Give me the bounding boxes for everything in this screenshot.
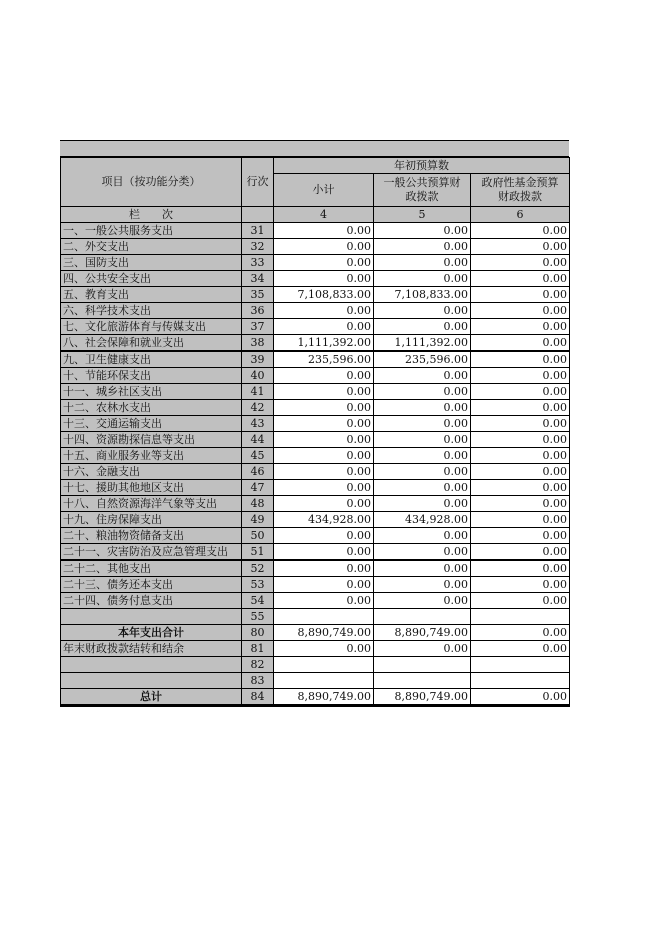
table-row <box>61 689 570 706</box>
table-row <box>61 464 570 480</box>
row-item-name: 六、科学技术支出 <box>61 303 242 319</box>
cell-general-budget: 0.00 <box>374 319 471 335</box>
cell-subtotal: 434,928.00 <box>274 512 374 528</box>
row-line-number: 38 <box>242 335 274 352</box>
cell-fund-budget <box>471 673 570 689</box>
cell-general-budget <box>374 609 471 625</box>
cell-fund-budget: 0.00 <box>471 384 570 400</box>
cell-subtotal: 1,111,392.00 <box>274 335 374 352</box>
cell-subtotal: 8,890,749.00 <box>274 625 374 641</box>
row-line-number: 51 <box>242 544 274 561</box>
cell-subtotal: 0.00 <box>274 400 374 416</box>
cell-general-budget: 0.00 <box>374 239 471 255</box>
row-line-number: 34 <box>242 271 274 287</box>
row-line-number: 39 <box>242 351 274 368</box>
row-line-number: 83 <box>242 673 274 689</box>
cell-fund-budget: 0.00 <box>471 625 570 641</box>
row-line-number: 37 <box>242 319 274 335</box>
cell-subtotal: 8,890,749.00 <box>274 689 374 706</box>
table-row <box>61 384 570 400</box>
expenditure-table <box>60 157 570 707</box>
row-line-number: 54 <box>242 593 274 609</box>
table-row <box>61 432 570 448</box>
header-fund-budget: 政府性基金预算 财政拨款 <box>471 174 570 207</box>
cell-general-budget: 0.00 <box>374 641 471 657</box>
header-item: 项目（按功能分类） <box>61 158 242 207</box>
row-line-number: 48 <box>242 496 274 512</box>
cell-general-budget: 0.00 <box>374 480 471 496</box>
cell-subtotal: 0.00 <box>274 303 374 319</box>
row-line-number: 50 <box>242 528 274 544</box>
cell-general-budget: 0.00 <box>374 255 471 271</box>
row-line-number: 35 <box>242 287 274 303</box>
row-item-name: 八、社会保障和就业支出 <box>61 335 242 352</box>
row-line-number: 36 <box>242 303 274 319</box>
cell-subtotal: 0.00 <box>274 448 374 464</box>
cell-fund-budget: 0.00 <box>471 416 570 432</box>
table-row <box>61 239 570 255</box>
row-line-number: 32 <box>242 239 274 255</box>
row-line-number: 40 <box>242 368 274 384</box>
cell-fund-budget: 0.00 <box>471 239 570 255</box>
row-item-name: 十九、住房保障支出 <box>61 512 242 528</box>
row-line-number: 31 <box>242 223 274 239</box>
row-line-number: 49 <box>242 512 274 528</box>
cell-fund-budget: 0.00 <box>471 448 570 464</box>
row-item-name: 二十四、债务付息支出 <box>61 593 242 609</box>
table-row <box>61 512 570 528</box>
table-row <box>61 335 570 352</box>
row-item-name: 十五、商业服务业等支出 <box>61 448 242 464</box>
column-number-5: 5 <box>374 207 471 223</box>
row-item-name: 五、教育支出 <box>61 287 242 303</box>
cell-general-budget: 0.00 <box>374 271 471 287</box>
cell-subtotal: 0.00 <box>274 641 374 657</box>
row-line-number: 43 <box>242 416 274 432</box>
table-row <box>61 593 570 609</box>
header-line: 行次 <box>242 158 274 207</box>
row-item-name: 年末财政拨款结转和结余 <box>61 641 242 657</box>
table-row <box>61 303 570 319</box>
cell-subtotal: 0.00 <box>274 496 374 512</box>
column-number-6: 6 <box>471 207 570 223</box>
row-item-name: 本年支出合计 <box>61 625 242 641</box>
cell-subtotal: 0.00 <box>274 271 374 287</box>
cell-general-budget: 0.00 <box>374 496 471 512</box>
row-item-name: 二十二、其他支出 <box>61 560 242 577</box>
cell-general-budget: 0.00 <box>374 577 471 593</box>
row-item-name: 十二、农林水支出 <box>61 400 242 416</box>
cell-subtotal <box>274 657 374 673</box>
row-item-name <box>61 657 242 673</box>
cell-general-budget: 0.00 <box>374 400 471 416</box>
row-item-name: 九、卫生健康支出 <box>61 351 242 368</box>
table-row <box>61 400 570 416</box>
cell-subtotal: 235,596.00 <box>274 351 374 368</box>
cell-subtotal: 0.00 <box>274 255 374 271</box>
cell-subtotal: 0.00 <box>274 384 374 400</box>
cell-subtotal: 0.00 <box>274 464 374 480</box>
cell-fund-budget: 0.00 <box>471 255 570 271</box>
cell-general-budget: 0.00 <box>374 448 471 464</box>
row-item-name: 十一、城乡社区支出 <box>61 384 242 400</box>
cell-general-budget: 235,596.00 <box>374 351 471 368</box>
cell-general-budget: 0.00 <box>374 368 471 384</box>
table-row <box>61 544 570 561</box>
cell-fund-budget: 0.00 <box>471 593 570 609</box>
cell-subtotal: 0.00 <box>274 319 374 335</box>
cell-subtotal: 0.00 <box>274 416 374 432</box>
row-item-name: 三、国防支出 <box>61 255 242 271</box>
cell-subtotal: 0.00 <box>274 432 374 448</box>
cell-general-budget: 0.00 <box>374 544 471 561</box>
row-item-name <box>61 673 242 689</box>
cell-fund-budget: 0.00 <box>471 496 570 512</box>
row-line-number: 46 <box>242 464 274 480</box>
table-row <box>61 577 570 593</box>
cell-general-budget: 0.00 <box>374 528 471 544</box>
table-row <box>61 609 570 625</box>
row-item-name: 十、节能环保支出 <box>61 368 242 384</box>
cell-fund-budget <box>471 657 570 673</box>
table-row <box>61 560 570 577</box>
row-line-number: 47 <box>242 480 274 496</box>
cell-fund-budget: 0.00 <box>471 560 570 577</box>
column-number-4: 4 <box>274 207 374 223</box>
row-item-name: 一、一般公共服务支出 <box>61 223 242 239</box>
cell-subtotal <box>274 609 374 625</box>
cell-general-budget: 0.00 <box>374 384 471 400</box>
cell-general-budget: 8,890,749.00 <box>374 625 471 641</box>
row-item-name: 二十一、灾害防治及应急管理支出 <box>61 544 242 561</box>
row-item-name: 二、外交支出 <box>61 239 242 255</box>
cell-general-budget: 0.00 <box>374 223 471 239</box>
row-item-name: 十三、交通运输支出 <box>61 416 242 432</box>
row-line-number: 53 <box>242 577 274 593</box>
cell-fund-budget: 0.00 <box>471 544 570 561</box>
title-band <box>60 140 569 157</box>
cell-fund-budget: 0.00 <box>471 319 570 335</box>
table-row <box>61 625 570 641</box>
cell-subtotal: 0.00 <box>274 480 374 496</box>
cell-fund-budget: 0.00 <box>471 480 570 496</box>
cell-general-budget: 434,928.00 <box>374 512 471 528</box>
row-item-name: 十八、自然资源海洋气象等支出 <box>61 496 242 512</box>
row-line-number: 41 <box>242 384 274 400</box>
row-line-number: 44 <box>242 432 274 448</box>
cell-fund-budget: 0.00 <box>471 223 570 239</box>
cell-general-budget: 7,108,833.00 <box>374 287 471 303</box>
cell-fund-budget: 0.00 <box>471 335 570 352</box>
row-item-name: 十四、资源勘探信息等支出 <box>61 432 242 448</box>
table-row <box>61 255 570 271</box>
cell-general-budget: 8,890,749.00 <box>374 689 471 706</box>
row-item-name <box>61 609 242 625</box>
cell-subtotal: 0.00 <box>274 593 374 609</box>
table-row <box>61 528 570 544</box>
cell-subtotal <box>274 673 374 689</box>
cell-fund-budget: 0.00 <box>471 271 570 287</box>
cell-fund-budget <box>471 609 570 625</box>
cell-subtotal: 0.00 <box>274 239 374 255</box>
column-row-line <box>242 207 274 223</box>
row-line-number: 84 <box>242 689 274 706</box>
cell-fund-budget: 0.00 <box>471 432 570 448</box>
row-item-name: 总计 <box>61 689 242 706</box>
cell-fund-budget: 0.00 <box>471 351 570 368</box>
cell-fund-budget: 0.00 <box>471 641 570 657</box>
row-line-number: 55 <box>242 609 274 625</box>
table-row <box>61 416 570 432</box>
cell-general-budget: 1,111,392.00 <box>374 335 471 352</box>
cell-general-budget <box>374 657 471 673</box>
cell-fund-budget: 0.00 <box>471 287 570 303</box>
cell-general-budget: 0.00 <box>374 432 471 448</box>
table-row <box>61 287 570 303</box>
table-row <box>61 657 570 673</box>
row-line-number: 80 <box>242 625 274 641</box>
cell-fund-budget: 0.00 <box>471 303 570 319</box>
header-subtotal: 小计 <box>274 174 374 207</box>
row-line-number: 45 <box>242 448 274 464</box>
table-row <box>61 271 570 287</box>
cell-subtotal: 0.00 <box>274 544 374 561</box>
cell-fund-budget: 0.00 <box>471 512 570 528</box>
row-item-name: 十七、援助其他地区支出 <box>61 480 242 496</box>
cell-fund-budget: 0.00 <box>471 400 570 416</box>
budget-expenditure-sheet <box>60 140 569 707</box>
cell-fund-budget: 0.00 <box>471 464 570 480</box>
table-row <box>61 223 570 239</box>
column-row-label: 栏 次 <box>61 207 242 223</box>
table-row <box>61 480 570 496</box>
row-item-name: 二十三、债务还本支出 <box>61 577 242 593</box>
cell-subtotal: 0.00 <box>274 560 374 577</box>
table-row <box>61 448 570 464</box>
cell-general-budget: 0.00 <box>374 593 471 609</box>
cell-general-budget: 0.00 <box>374 464 471 480</box>
cell-fund-budget: 0.00 <box>471 528 570 544</box>
cell-general-budget <box>374 673 471 689</box>
table-row <box>61 496 570 512</box>
cell-subtotal: 0.00 <box>274 528 374 544</box>
table-row <box>61 641 570 657</box>
row-line-number: 52 <box>242 560 274 577</box>
cell-fund-budget: 0.00 <box>471 368 570 384</box>
cell-general-budget: 0.00 <box>374 560 471 577</box>
table-row <box>61 351 570 368</box>
header-group: 年初预算数 <box>274 158 570 174</box>
cell-subtotal: 0.00 <box>274 577 374 593</box>
row-item-name: 二十、粮油物资储备支出 <box>61 528 242 544</box>
cell-fund-budget: 0.00 <box>471 577 570 593</box>
row-line-number: 42 <box>242 400 274 416</box>
row-line-number: 33 <box>242 255 274 271</box>
cell-subtotal: 0.00 <box>274 223 374 239</box>
cell-general-budget: 0.00 <box>374 303 471 319</box>
row-item-name: 四、公共安全支出 <box>61 271 242 287</box>
cell-subtotal: 0.00 <box>274 368 374 384</box>
cell-fund-budget: 0.00 <box>471 689 570 706</box>
table-row <box>61 319 570 335</box>
cell-general-budget: 0.00 <box>374 416 471 432</box>
header-general-budget: 一般公共预算财 政拨款 <box>374 174 471 207</box>
row-line-number: 82 <box>242 657 274 673</box>
table-row <box>61 673 570 689</box>
row-item-name: 七、文化旅游体育与传媒支出 <box>61 319 242 335</box>
row-item-name: 十六、金融支出 <box>61 464 242 480</box>
cell-subtotal: 7,108,833.00 <box>274 287 374 303</box>
row-line-number: 81 <box>242 641 274 657</box>
table-row <box>61 368 570 384</box>
